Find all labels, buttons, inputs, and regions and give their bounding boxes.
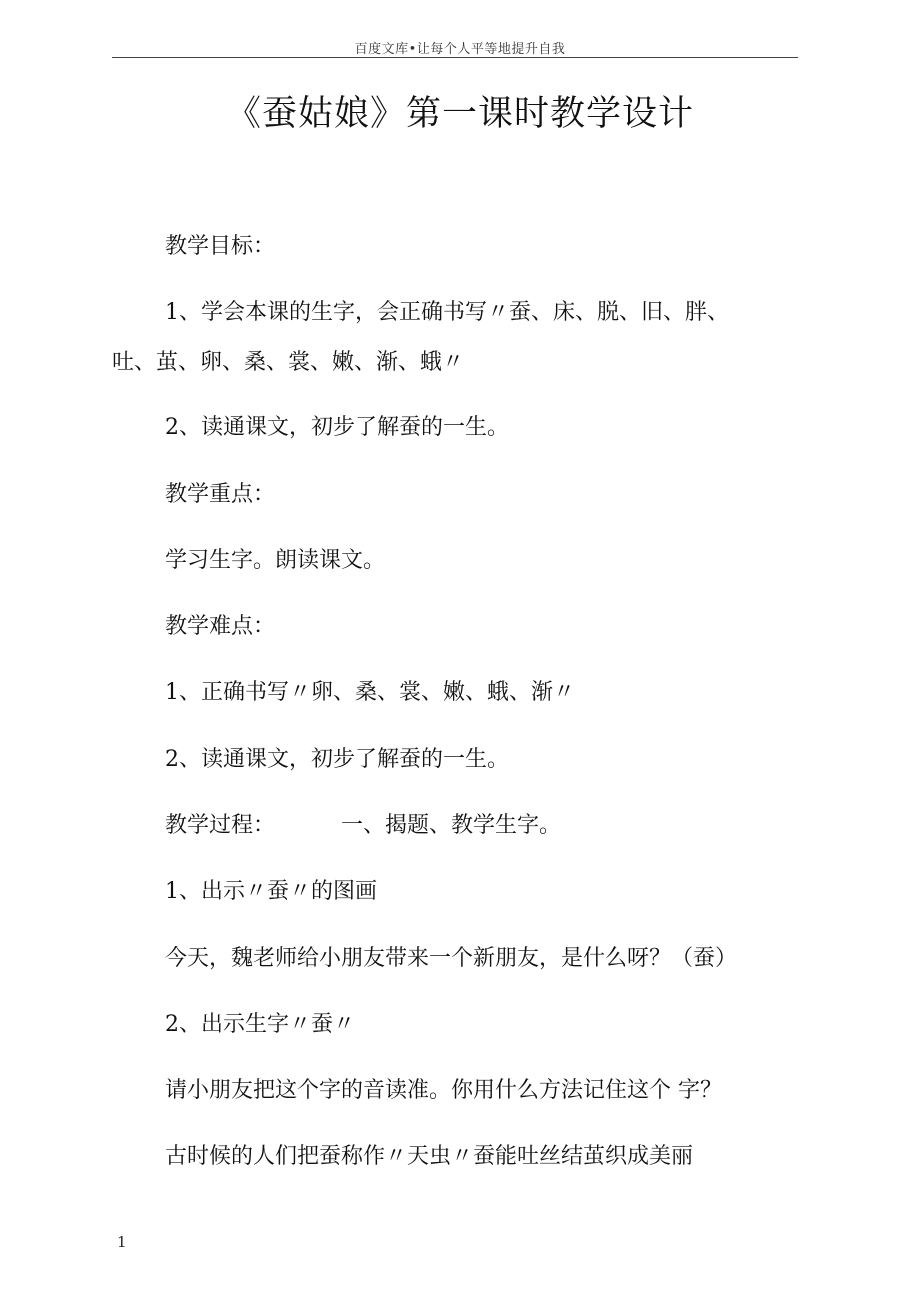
focus-text: 学习生字。朗读课文。 [165, 548, 386, 573]
step-1-text: 今天，魏老师给小朋友带来一个新朋友，是什么呀？（蚕） [165, 946, 738, 971]
objectives-heading: 教学目标： [165, 234, 276, 259]
page-header: 百度文库•让每个人平等地提升自我 [354, 42, 566, 57]
difficulty-heading: 教学难点： [165, 614, 276, 639]
step-1: 1、出示〃蚕〃的图画 [165, 879, 377, 904]
difficulty-2: 2、读通课文，初步了解蚕的一生。 [165, 747, 509, 772]
process-step: 一、揭题、教学生字。 [341, 813, 562, 838]
header-divider [112, 57, 798, 58]
step-2-text-2: 古时候的人们把蚕称作〃天虫〃蚕能吐丝结茧织成美丽 [165, 1144, 694, 1169]
document-title: 《蚕姑娘》第一课时教学设计 [225, 94, 694, 134]
step-2: 2、出示生字〃蚕〃 [165, 1012, 355, 1037]
objective-2: 2、读通课文，初步了解蚕的一生。 [165, 415, 509, 440]
step-2-text: 请小朋友把这个字的音读准。你用什么方法记住这个 字？ [165, 1078, 722, 1103]
difficulty-1: 1、正确书写〃卵、桑、裳、嫩、蛾、渐〃 [165, 680, 575, 705]
process-line [165, 811, 561, 841]
process-heading: 教学过程： [165, 813, 276, 838]
page-number: 1 [117, 1233, 127, 1251]
focus-heading: 教学重点： [165, 482, 276, 507]
objective-1-line2: 吐、茧、卵、桑、裳、嫩、渐、蛾〃 [112, 350, 465, 375]
objective-1-line1: 1、学会本课的生字，会正确书写〃蚕、床、脱、旧、胖、 [165, 300, 729, 325]
